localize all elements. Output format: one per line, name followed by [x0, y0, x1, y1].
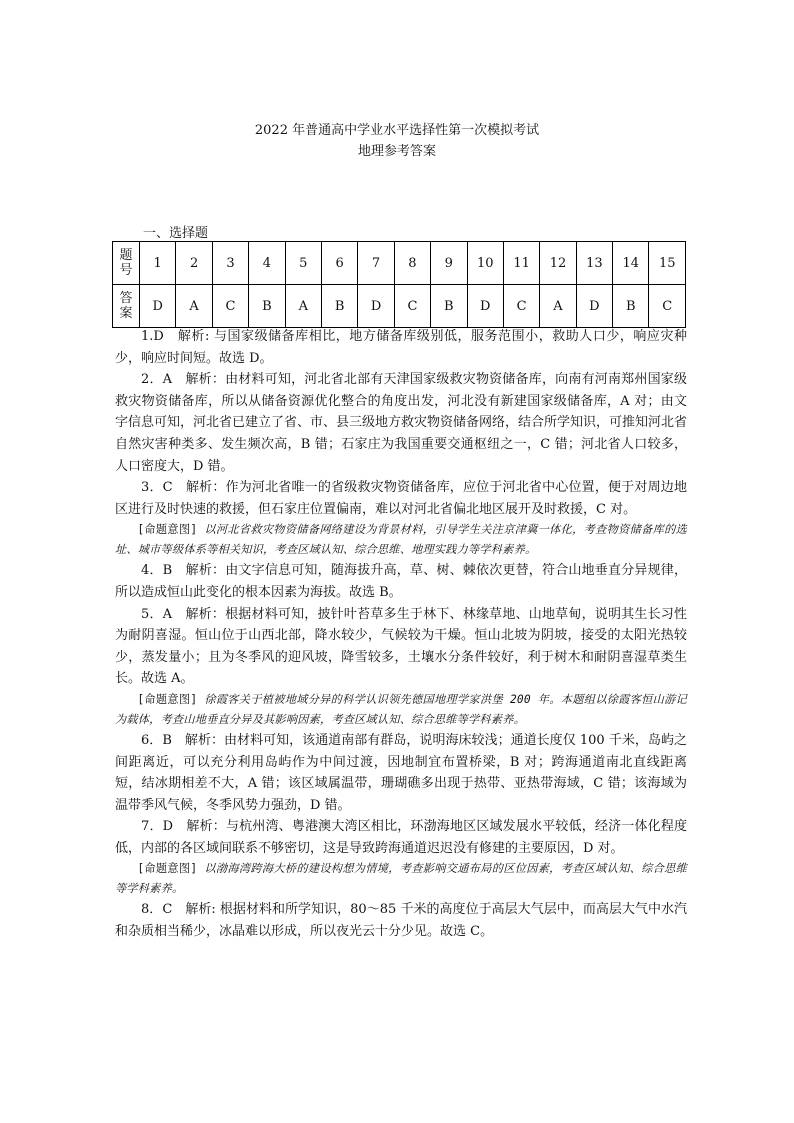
answer-cell: A	[285, 285, 321, 328]
question-number-cell: 11	[503, 242, 539, 285]
explanation-q5: 5．A 解析：根据材料可知，披针叶苔草多生于林下、林缘草地、山地草甸，说明其生长习性为耐阴喜湿。恒山位于山西北部，降水较少，气候较为干燥。恒山北坡为阴坡，接受的太阳光热较少，蒸发量小；且为冬季风的迎风坡，降雪较多，土壤水分条件较好，利于树木和耐阴喜湿草类生长。故选 A。	[115, 606, 687, 687]
explanation-q8: 8．C 解析: 根据材料和所学知识，80～85 千米的高度位于高层大气层中，而高层大气中水汽和杂质相当稀少，冰晶难以形成，所以夜光云十分少见。故选 C。	[115, 902, 687, 940]
answer-cell: A	[540, 285, 576, 328]
question-number-cell: 1	[140, 242, 176, 285]
explanations	[115, 326, 687, 943]
answer-cell: D	[467, 285, 503, 328]
question-number-cell: 9	[431, 242, 467, 285]
design-intent-note-3	[115, 859, 687, 899]
answer-cell: D	[576, 285, 612, 328]
question-number-cell: 13	[576, 242, 612, 285]
question-number-cell: 2	[176, 242, 212, 285]
explanation-q4: 4．B 解析：由文字信息可知，随海拔升高，草、树、棘依次更替，符合山地垂直分异规律，所以造成恒山此变化的根本因素为海拔。故选 B。	[115, 563, 687, 600]
answer-table	[112, 241, 686, 328]
question-number-cell: 5	[285, 242, 321, 285]
answer-label-text: 答案	[119, 291, 133, 321]
answer-cell: A	[176, 285, 212, 328]
section-heading: 一、选择题	[143, 226, 209, 241]
answer-cell: B	[431, 285, 467, 328]
explanation-q3: 3．C 解析：作为河北省唯一的省级救灾物资储备库，应位于河北省中心位置，便于对周边地区进行及时快速的救援，但石家庄位置偏南，难以对河北省偏北地区展开及时救援，C 对。	[115, 480, 687, 517]
question-number-row	[113, 242, 686, 285]
question-number-cell: 15	[649, 242, 686, 285]
question-number-cell: 8	[394, 242, 430, 285]
answer-cell: C	[394, 285, 430, 328]
explanation-q1: 1.D 解析: 与国家级储备库相比，地方储备库级别低，服务范围小，救助人口少，响应灾种少，响应时间短。故选 D。	[115, 329, 687, 366]
answer-label	[113, 285, 140, 328]
design-intent-tag: [命题意图]	[137, 692, 198, 706]
question-number-cell: 6	[321, 242, 357, 285]
question-number-cell: 14	[613, 242, 649, 285]
question-number-cell: 7	[358, 242, 394, 285]
question-number-label-text: 题号	[119, 248, 133, 278]
page-title: 2022 年普通高中学业水平选择性第一次模拟考试	[254, 123, 540, 138]
explanation-q2: 2．A 解析：由材料可知，河北省北部有天津国家级救灾物资储备库，向南有河南郑州国家级救灾物资储备库，所以从储备资源优化整合的角度出发，河北没有新建国家级储备库，A 对；由文字信息可知，河北省已建立了省、市、县三级地方救灾物资储备网络，结合所学知识，可推知河北省自然灾害种类多、发生频次高，B 错；石家庄为我国重要交通枢纽之一，C 错；河北省人口较多，人口密度大，D 错。	[115, 372, 688, 474]
answer-row	[113, 285, 686, 328]
answer-cell: C	[503, 285, 539, 328]
question-number-cell: 10	[467, 242, 503, 285]
answer-cell: B	[613, 285, 649, 328]
answer-cell: B	[321, 285, 357, 328]
explanation-q6: 6．B 解析：由材料可知，该通道南部有群岛，说明海床较浅；通道长度仅 100 千米，岛屿之间距离近，可以充分利用岛屿作为中间过渡，因地制宜布置桥梁，B 对；跨海通道南北直线距离短，结冰期相差不大，A 错；该区域属温带，珊瑚礁多出现于热带、亚热带海域，C 错；该海域为温带季风气候，冬季风势力强劲，D 错。	[115, 732, 687, 813]
answer-cell: C	[649, 285, 686, 328]
design-intent-text: 徐霞客关于植被地域分异的科学认识领先德国地理学家洪堡 200 年。本题组以徐霞客恒山游记为载体，考查山地垂直分异及其影响因素，考查区域认知、综合思维等学科素养。	[115, 692, 687, 726]
page-subtitle: 地理参考答案	[357, 144, 436, 159]
design-intent-text: 以河北省救灾物资储备网络建设为背景材料，引导学生关注京津冀一体化，考查物资储备库的选址、城市等级体系等相关知识，考查区域认知、综合思维、地理实践力等学科素养。	[115, 523, 687, 557]
answer-cell: D	[140, 285, 176, 328]
design-intent-note-1	[115, 520, 687, 560]
design-intent-tag: [命题意图]	[137, 523, 198, 537]
design-intent-text: 以渤海湾跨海大桥的建设构想为情境，考查影响交通布局的区位因素，考查区域认知、综合思维等学科素养。	[115, 862, 687, 896]
design-intent-note-2	[115, 690, 687, 730]
question-number-cell: 4	[249, 242, 285, 285]
answer-cell: B	[249, 285, 285, 328]
question-number-cell: 12	[540, 242, 576, 285]
question-number-cell: 3	[212, 242, 248, 285]
question-number-label	[113, 242, 140, 285]
design-intent-tag: [命题意图]	[137, 862, 198, 876]
answer-cell: C	[212, 285, 248, 328]
explanation-q7: 7．D 解析：与杭州湾、粤港澳大湾区相比，环渤海地区区域发展水平较低，经济一体化程度低，内部的各区域间联系不够密切，这是导致跨海通道迟迟没有修建的主要原因，D 对。	[115, 819, 687, 856]
answer-cell: D	[358, 285, 394, 328]
